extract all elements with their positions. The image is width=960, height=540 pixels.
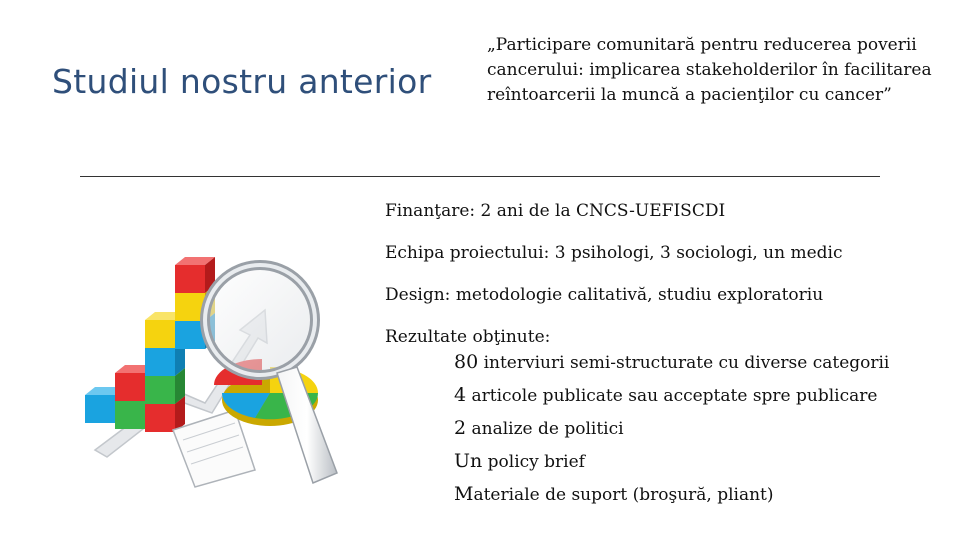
project-details <box>385 200 945 368</box>
bar-chart-magnifier-illustration <box>55 225 365 495</box>
funding-line: Finanţare: 2 ani de la CNCS-UEFISCDI <box>385 201 726 221</box>
project-title: „Participare comunitară pentru reducerea poverii cancerului: implicarea stakeholderilor în facilitarea reîntoarcerii la muncă a pacienţilor cu cancer” <box>487 35 932 105</box>
result-item: 80 interviuri semi-structurate cu diverse categorii <box>454 351 890 373</box>
divider-line <box>80 176 880 177</box>
result-item: Materiale de suport (broşură, pliant) <box>454 483 774 505</box>
results-list <box>454 349 954 514</box>
result-item: 2 analize de politici <box>454 417 624 439</box>
design-line: Design: metodologie calitativă, studiu exploratoriu <box>385 285 824 305</box>
result-item: Un policy brief <box>454 450 585 472</box>
results-heading: Rezultate obţinute: <box>385 327 551 347</box>
team-line: Echipa proiectului: 3 psihologi, 3 sociologi, un medic <box>385 243 843 263</box>
result-item: 4 articole publicate sau acceptate spre publicare <box>454 384 878 406</box>
notepad-icon <box>173 410 255 487</box>
slide-title: Studiul nostru anterior <box>52 62 432 101</box>
